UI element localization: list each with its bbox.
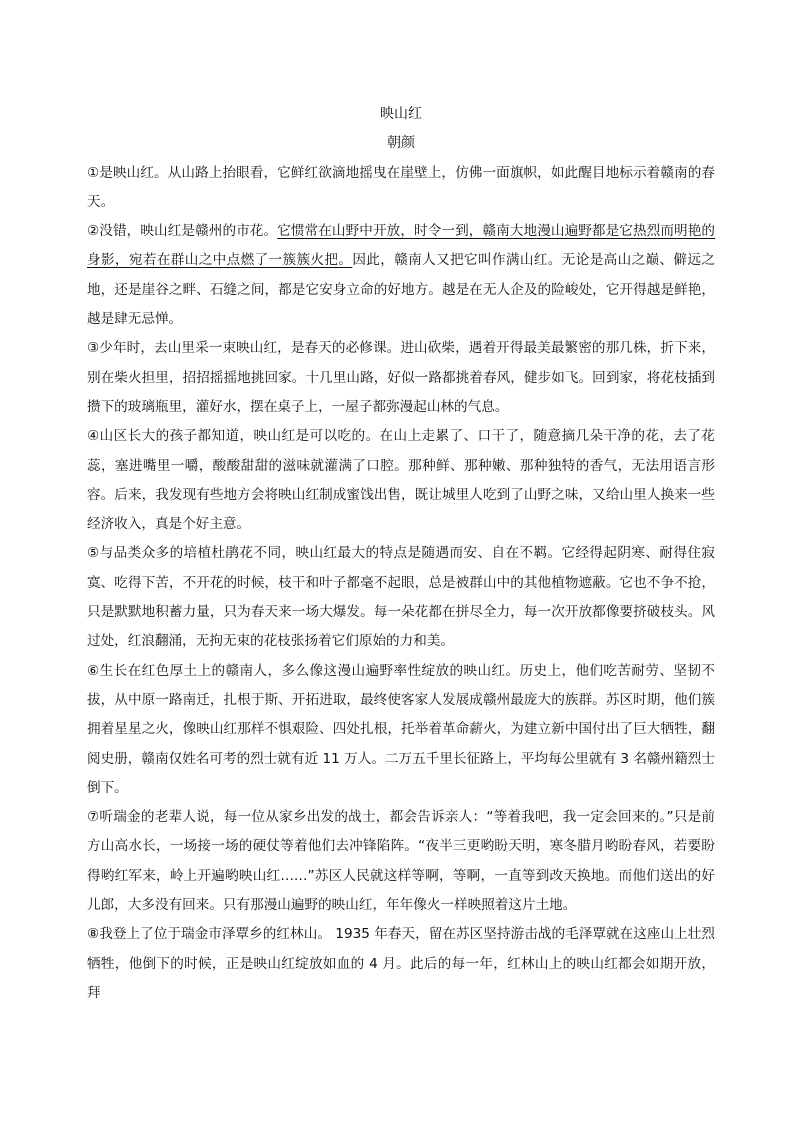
article-title: 映山红 [380, 106, 422, 122]
paragraph-2 [87, 217, 715, 334]
paragraph-2-rest: 因此，赣南人又把它叫作满山红。无论是高山之巅、僻远之地，还是崖谷之畔、石缝之间，都是它安身立命的好地方。越是在无人企及的险峻处，它开得越是鲜艳，越是肆无忌惮。 [87, 252, 715, 328]
paragraph-2-intro: ②没错，映山红是赣州的市花。 [87, 223, 278, 240]
article-author: 朝颜 [387, 135, 415, 152]
paragraph-8: ⑧我登上了位于瑞金市泽覃乡的红林山。 1935 年春天，留在苏区坚持游击战的毛泽覃就在这座山上壮烈牺牲，他倒下的时候，正是映山红绽放如血的 4 月。此后的每一年，红林山上的映山红都会如期开放，拜 [87, 926, 715, 1001]
paragraph-2-underlined-sentence: 它惯常在山野中开放，时令一到，赣南大地漫山遍野都是它热烈而明艳的身影，宛若在群山之中点燃了一簇簇火把。 [87, 223, 716, 269]
paragraph-7: ⑦听瑞金的老辈人说，每一位从家乡出发的战士，都会告诉亲人：“等着我吧，我一定会回来的。”只是前方山高水长，一场接一场的硬仗等着他们去冲锋陷阵。“夜半三更哟盼天明，寒冬腊月哟盼春风，若要盼得哟红军来，岭上开遍哟映山红……”苏区人民就这样等啊，等啊，一直等到改天换地。而他们送出的好儿郎，大多没有回来。只有那漫山遍野的映山红，年年像火一样映照着这片土地。 [87, 809, 715, 914]
paragraph-5: ⑤与品类众多的培植杜鹃花不同，映山红最大的特点是随遇而安、自在不羁。它经得起阴寒、耐得住寂寞、吃得下苦，不开花的时候，枝干和叶子都毫不起眼，总是被群山中的其他植物遮蔽。它也不争不抢，只是默默地积蓄力量，只为春天来一场大爆发。每一朵花都在拼尽全力，每一次开放都像要挤破枝头。风过处，红浪翻涌，无拘无束的花枝张扬着它们原始的力和美。 [87, 545, 715, 650]
paragraph-3: ③少年时，去山里采一束映山红，是春天的必修课。进山砍柴，遇着开得最美最繁密的那几株，折下来，别在柴火担里，招招摇摇地挑回家。十几里山路，好似一路都挑着春风，健步如飞。回到家，将花枝插到攒下的玻璃瓶里，灌好水，摆在桌子上，一屋子都弥漫起山林的气息。 [87, 340, 715, 415]
paragraph-6: ⑥生长在红色厚土上的赣南人，多么像这漫山遍野率性绽放的映山红。历史上，他们吃苦耐劳、坚韧不拔，从中原一路南迁，扎根于斯、开拓进取，最终使客家人发展成赣州最庞大的族群。苏区时期，他们簇拥着星星之火，像映山红那样不惧艰险、四处扎根，托举着革命薪火，为建立新中国付出了巨大牺牲，翻阅史册，赣南仅姓名可考的烈士就有近 11 万人。二万五千里长征路上，平均每公里就有 3 名赣州籍烈士倒下。 [87, 662, 715, 796]
paragraph-1: ①是映山红。从山路上抬眼看，它鲜红欲滴地摇曳在崖壁上，仿佛一面旗帜，如此醒目地标示着赣南的春天。 [87, 164, 715, 210]
paragraph-4: ④山区长大的孩子都知道，映山红是可以吃的。在山上走累了、口干了，随意摘几朵干净的花，去了花蕊，塞进嘴里一嚼，酸酸甜甜的滋味就灌满了口腔。那种鲜、那种嫩、那种独特的香气，无法用语言形容。后来，我发现有些地方会将映山红制成蜜饯出售，既让城里人吃到了山野之味，又给山里人换来一些经济收入，真是个好主意。 [87, 428, 715, 533]
article-body [87, 100, 715, 1008]
